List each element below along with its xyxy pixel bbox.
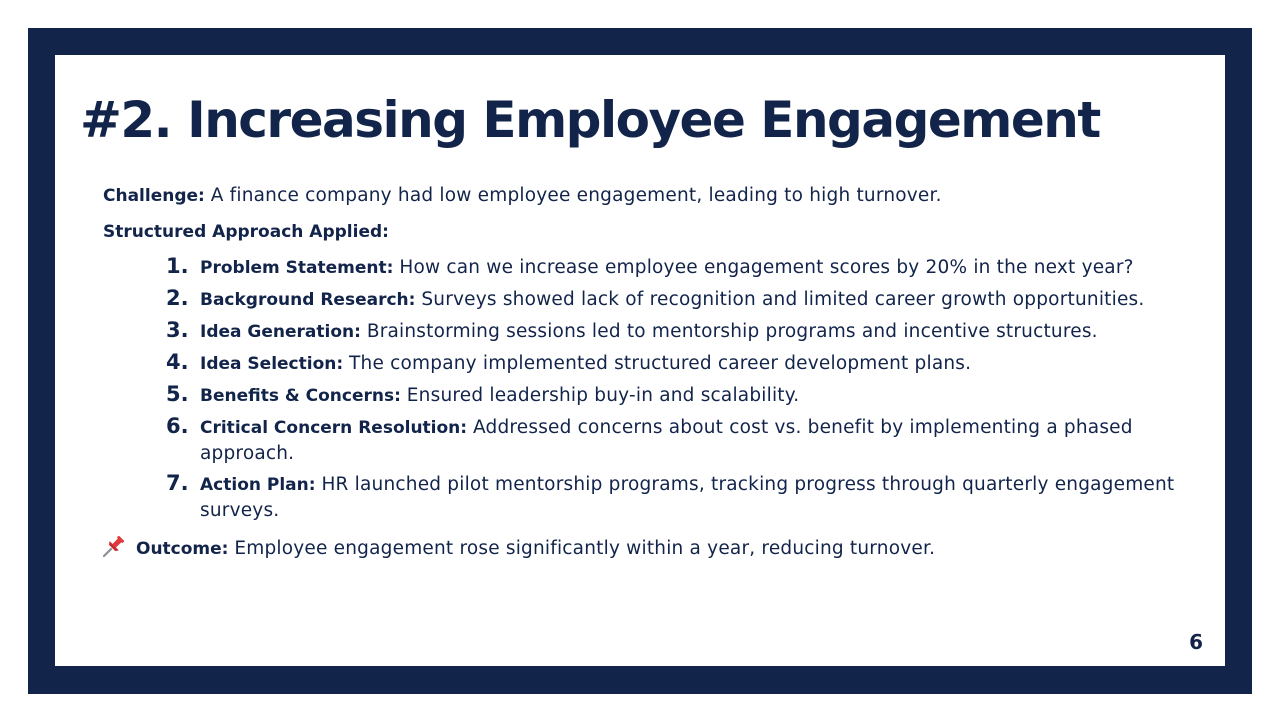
step-item <box>103 415 1213 466</box>
step-number: 5. <box>166 382 189 406</box>
outcome-line <box>101 533 1213 562</box>
step-item <box>103 351 1213 377</box>
step-label: Idea Selection: <box>200 354 344 374</box>
step-item <box>103 319 1213 345</box>
step-text: HR launched pilot mentorship programs, tracking progress through quarterly engagement surveys. <box>200 474 1175 521</box>
step-number: 1. <box>166 254 189 278</box>
step-number: 4. <box>166 350 189 374</box>
step-number: 7. <box>166 471 189 495</box>
challenge-text: A finance company had low employee engagement, leading to high turnover. <box>210 185 942 206</box>
challenge-line <box>103 183 1213 209</box>
step-text: Surveys showed lack of recognition and limited career growth opportunities. <box>421 289 1145 310</box>
step-item <box>103 287 1213 313</box>
outcome-label: Outcome: <box>136 539 229 559</box>
step-number: 3. <box>166 318 189 342</box>
page-number: 6 <box>1189 630 1203 654</box>
step-item <box>103 255 1213 281</box>
step-item <box>103 383 1213 409</box>
step-text: The company implemented structured career development plans. <box>349 353 972 374</box>
approach-heading-label: Structured Approach Applied: <box>103 222 389 242</box>
approach-steps-list <box>103 255 1213 523</box>
approach-heading <box>103 219 1213 245</box>
step-number: 6. <box>166 414 189 438</box>
step-text: Brainstorming sessions led to mentorship programs and incentive structures. <box>366 321 1098 342</box>
step-text: Addressed concerns about cost vs. benefit by implementing a phased approach. <box>200 417 1133 464</box>
slide-title: #2. Increasing Employee Engagement <box>80 91 1100 149</box>
step-number: 2. <box>166 286 189 310</box>
challenge-label: Challenge: <box>103 186 205 206</box>
step-label: Idea Generation: <box>200 322 361 342</box>
step-text: Ensured leadership buy-in and scalability. <box>406 385 800 406</box>
slide-body <box>103 183 1213 562</box>
step-label: Problem Statement: <box>200 258 394 278</box>
step-label: Action Plan: <box>200 475 316 495</box>
step-label: Benefits & Concerns: <box>200 386 401 406</box>
pushpin-icon <box>101 533 127 559</box>
step-item <box>103 472 1213 523</box>
step-text: How can we increase employee engagement scores by 20% in the next year? <box>399 257 1134 278</box>
step-label: Critical Concern Resolution: <box>200 418 468 438</box>
slide <box>55 55 1225 666</box>
outcome-text: Employee engagement rose significantly within a year, reducing turnover. <box>234 538 936 559</box>
step-label: Background Research: <box>200 290 416 310</box>
